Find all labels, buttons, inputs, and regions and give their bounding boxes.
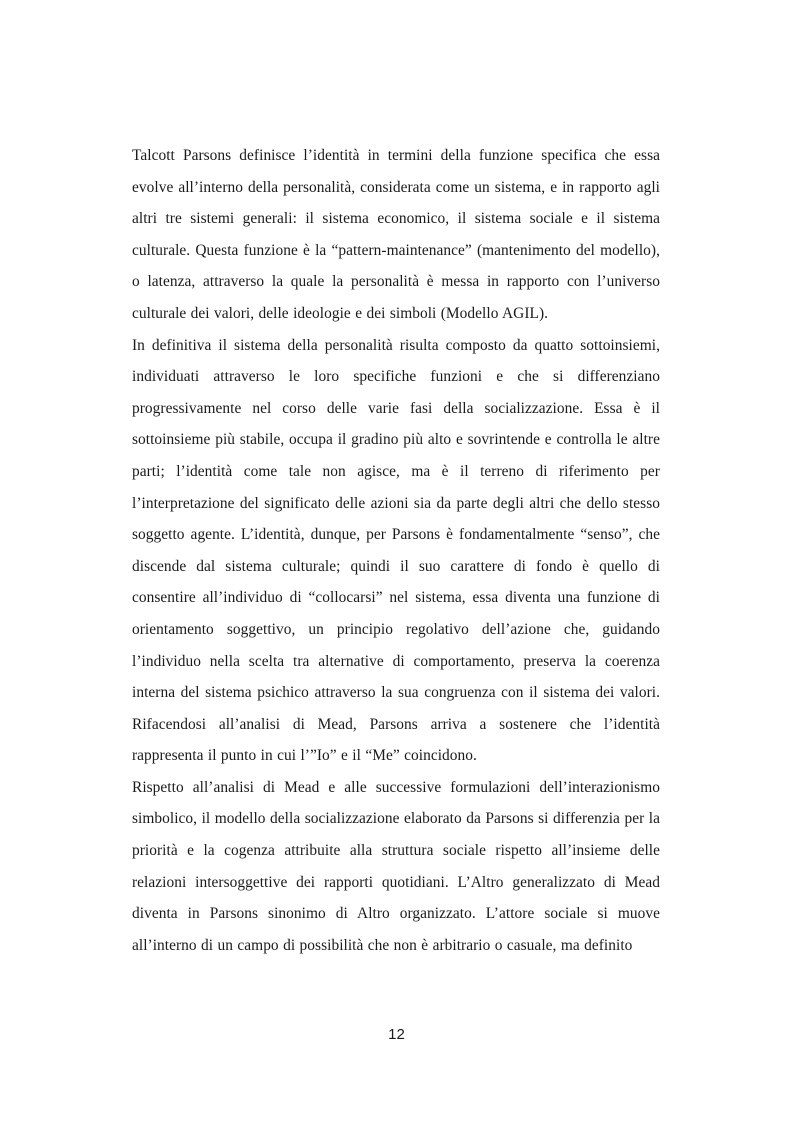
paragraph-3: Rispetto all’analisi di Mead e alle successive formulazioni dell’interazionismo simbolico, il modello della socializzazione elaborato da Parsons si differenzia per la priorità e la cogenza attribuite alla struttura sociale rispetto all’insieme delle relazioni intersoggettive dei rapporti quotidiani. L’Altro generalizzato di Mead diventa in Parsons sinonimo di Altro organizzato. L’attore sociale si muove all’interno di un campo di possibilità che non è arbitrario o casuale, ma definito [132, 778, 660, 954]
body-text [132, 140, 660, 961]
page-number: 12 [388, 1026, 405, 1043]
paragraph-1: Talcott Parsons definisce l’identità in termini della funzione specifica che essa evolve all’interno della personalità, considerata come un sistema, e in rapporto agli altri tre sistemi generali: il sistema economico, il sistema sociale e il sistema culturale. Questa funzione è la “pattern-maintenance” (mantenimento del modello), o latenza, attraverso la quale la personalità è messa in rapporto con l’universo culturale dei valori, delle ideologie e dei simboli (Modello AGIL). [132, 147, 660, 322]
paragraph-2: In definitiva il sistema della personalità risulta composto da quatto sottoinsiemi, individuati attraverso le loro specifiche funzioni e che si differenziano progressivamente nel corso delle varie fasi della socializzazione. Essa è il sottoinsieme più stabile, occupa il gradino più alto e sovrintende e controlla le altre parti; l’identità come tale non agisce, ma è il terreno di riferimento per l’interpretazione del significato delle azioni sia da parte degli altri che dello stesso soggetto agente. L’identità, dunque, per Parsons è fondamentalmente “senso”, che discende dal sistema culturale; quindi il suo carattere di fondo è quello di consentire all’individuo di “collocarsi” nel sistema, essa diventa una funzione di orientamento soggettivo, un principio regolativo dell’azione che, guidando l’individuo nella scelta tra alternative di comportamento, preserva la coerenza interna del sistema psichico attraverso la sua congruenza con il sistema dei valori. Rifacendosi all’analisi di Mead, Parsons arriva a sostenere che l’identità rappresenta il punto in cui l’”Io” e il “Me” coincidono. [132, 336, 660, 765]
